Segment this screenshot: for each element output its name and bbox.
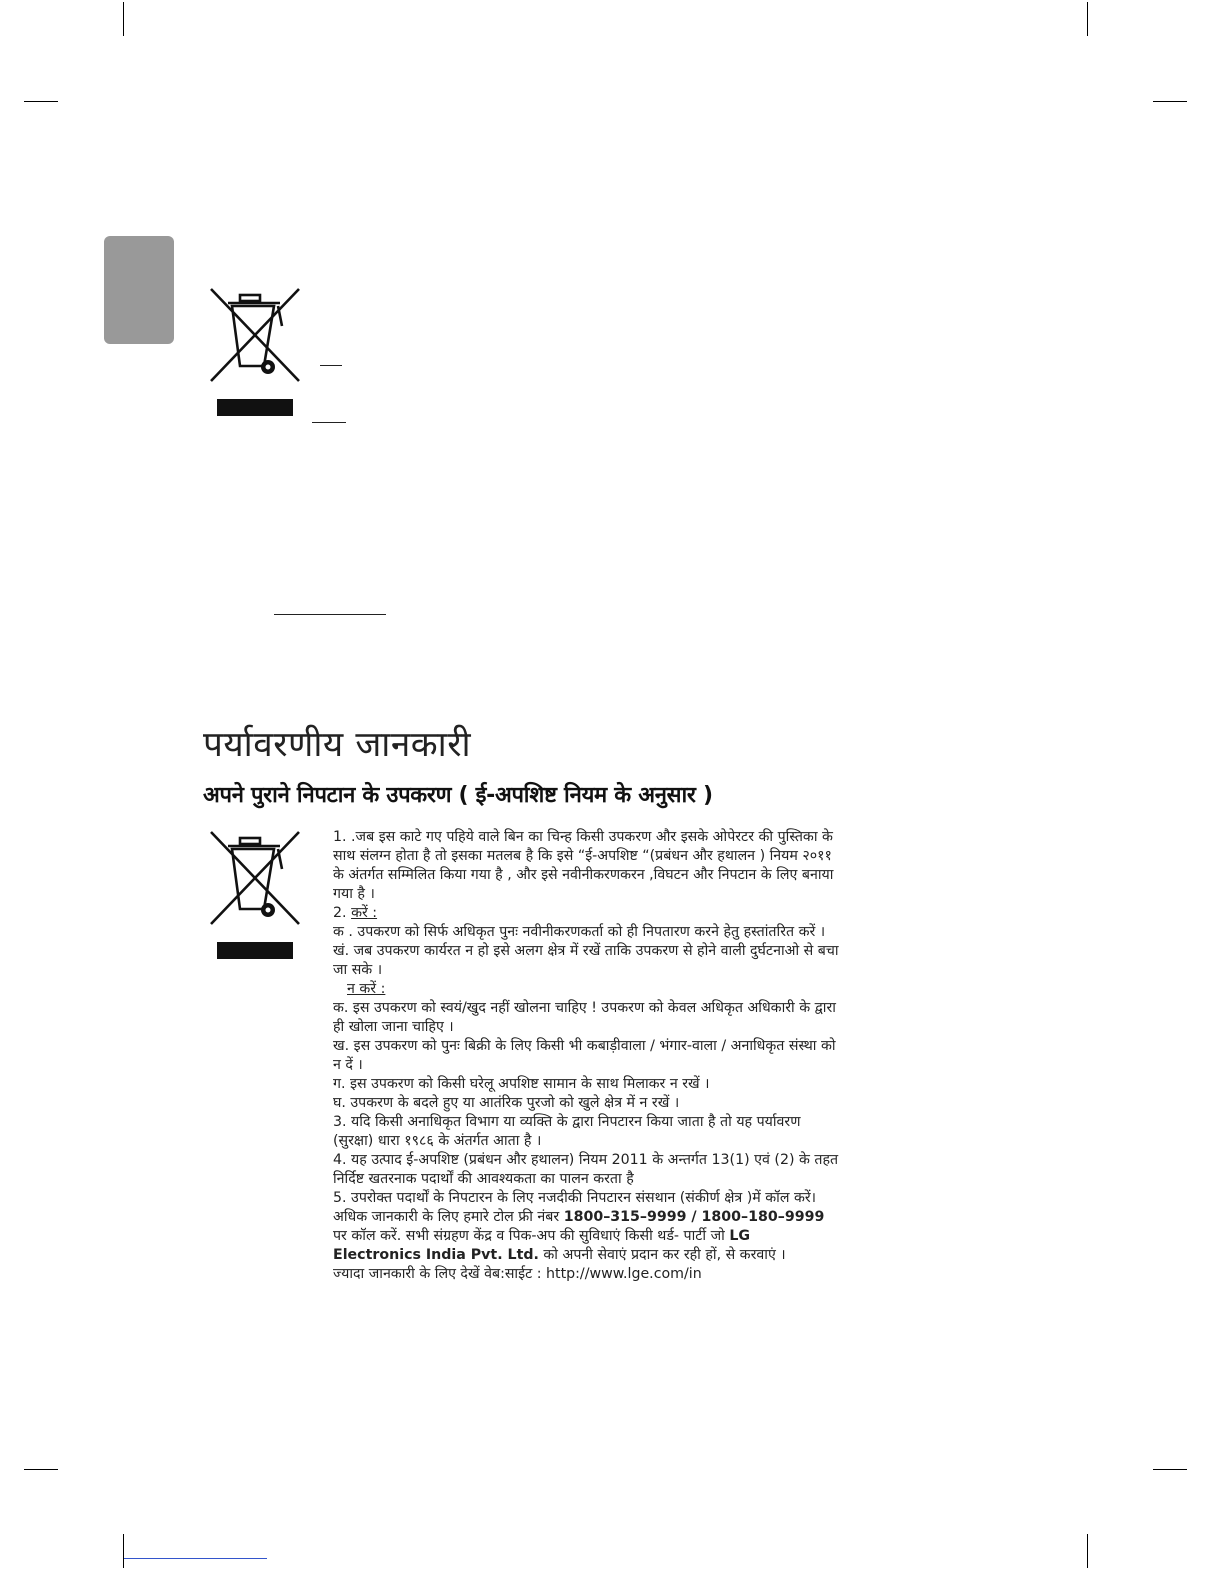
- crop-mark: [1153, 1469, 1187, 1470]
- paragraph-4: 4. यह उत्पाद ई-अपशिष्ट (प्रबंधन और हथालन) नियम 2011 के अन्तर्गत 13(1) एवं (2) के तहत निर्दिष्ट खतरनाक पदार्थों की आवश्यकता का पालन करता है: [333, 1152, 839, 1187]
- paragraph-5: [333, 1189, 839, 1265]
- dont-heading-row: [333, 980, 839, 999]
- website-line[interactable]: ज्यादा जानकारी के लिए देखें वेब:साईट : http://www.lge.com/in: [333, 1266, 702, 1282]
- divider-line: [320, 365, 342, 366]
- language-tab: [104, 236, 174, 344]
- footer-link-line: [124, 1558, 267, 1559]
- paragraph-2-heading: [333, 904, 839, 923]
- paragraph-5-text: 5. उपरोक्त पदार्थों के निपटारन के लिए नजदीकी निपटारन संसथान (संकीर्ण क्षेत्र )में कॉल करें। अधिक जानकारी के लिए हमारे टोल फ्री नंबर: [333, 1190, 817, 1225]
- section-title: पर्यावरणीय जानकारी: [203, 725, 472, 765]
- paragraph-1: 1. .जब इस काटे गए पहिये वाले बिन का चिन्ह किसी उपकरण और इसके ओपेरटर की पुस्तिका के साथ संलग्न होता है तो इसका मतलब है कि इसे “ई-अपशिष्ट “(प्रबंधन और हथालन ) नियम २०११ के अंतर्गत सम्मिलित किया गया है , और इसे नवीनीकरणकरन ,विघटन और निपटान के लिए बनाया गया है ।: [333, 829, 834, 902]
- dont-item-a: क. इस उपकरण को स्वयं/खुद नहीं खोलना चाहिए ! उपकरण को केवल अधिकृत अधिकारी के द्वारा ही खोला जाना चाहिए ।: [333, 1000, 836, 1035]
- dont-item-c: ग. इस उपकरण को किसी घरेलू अपशिष्ट सामान के साथ मिलाकर न रखें ।: [333, 1076, 710, 1092]
- crop-mark: [1087, 1534, 1088, 1568]
- do-heading: करें :: [351, 905, 378, 921]
- divider-line: [274, 614, 386, 615]
- dont-heading: न करें :: [347, 981, 386, 997]
- company-name: LG Electronics India Pvt. Ltd.: [333, 1228, 751, 1263]
- bin-underbar: [217, 399, 293, 416]
- paragraph-5-text: पर कॉल करें. सभी संग्रहण केंद्र व पिक-अप की सुविधाएं किसी थर्ड- पार्टी जो: [333, 1228, 730, 1244]
- toll-free-number: 1800–315–9999 / 1800–180–9999: [563, 1209, 825, 1225]
- paragraph-3: 3. यदि किसी अनाधिकृत विभाग या व्यक्ति के द्वारा निपटारन किया जाता है तो यह पर्यावरण (सुरक्षा) धारा १९८६ के अंतर्गत आता है ।: [333, 1114, 801, 1149]
- crossed-out-wheeled-bin-icon: [208, 829, 302, 927]
- crossed-out-wheeled-bin-icon: [208, 286, 302, 384]
- crop-mark: [24, 101, 58, 102]
- dont-item-b: ख. इस उपकरण को पुनः बिक्री के लिए किसी भी कबाड़ीवाला / भंगार-वाला / अनाधिकृत संस्था को न दें ।: [333, 1038, 836, 1073]
- do-item-b: खं. जब उपकरण कार्यरत न हो इसे अलग क्षेत्र में रखें ताकि उपकरण से होने वाली दुर्घटनाओ से बचा जा सके ।: [333, 943, 839, 978]
- dont-item-d: घ. उपकरण के बदले हुए या आतंरिक पुरजो को खुले क्षेत्र में न रखें ।: [333, 1095, 680, 1111]
- disposal-instructions: [333, 828, 839, 1284]
- crop-mark: [123, 1534, 124, 1568]
- crop-mark: [123, 2, 124, 36]
- section-subtitle: अपने पुराने निपटान के उपकरण ( ई-अपशिष्ट नियम के अनुसार ): [203, 783, 713, 808]
- paragraph-number: 2.: [333, 905, 347, 921]
- crop-mark: [24, 1469, 58, 1470]
- do-item-a: क . उपकरण को सिर्फ अधिकृत पुनः नवीनीकरणकर्ता को ही निपतारण करने हेतु हस्तांतरित करें ।: [333, 924, 826, 940]
- crop-mark: [1087, 2, 1088, 36]
- bin-underbar: [217, 942, 293, 959]
- divider-line: [312, 422, 346, 423]
- crop-mark: [1153, 101, 1187, 102]
- paragraph-5-text: को अपनी सेवाएं प्रदान कर रही हों, से करवाएं ।: [538, 1247, 786, 1263]
